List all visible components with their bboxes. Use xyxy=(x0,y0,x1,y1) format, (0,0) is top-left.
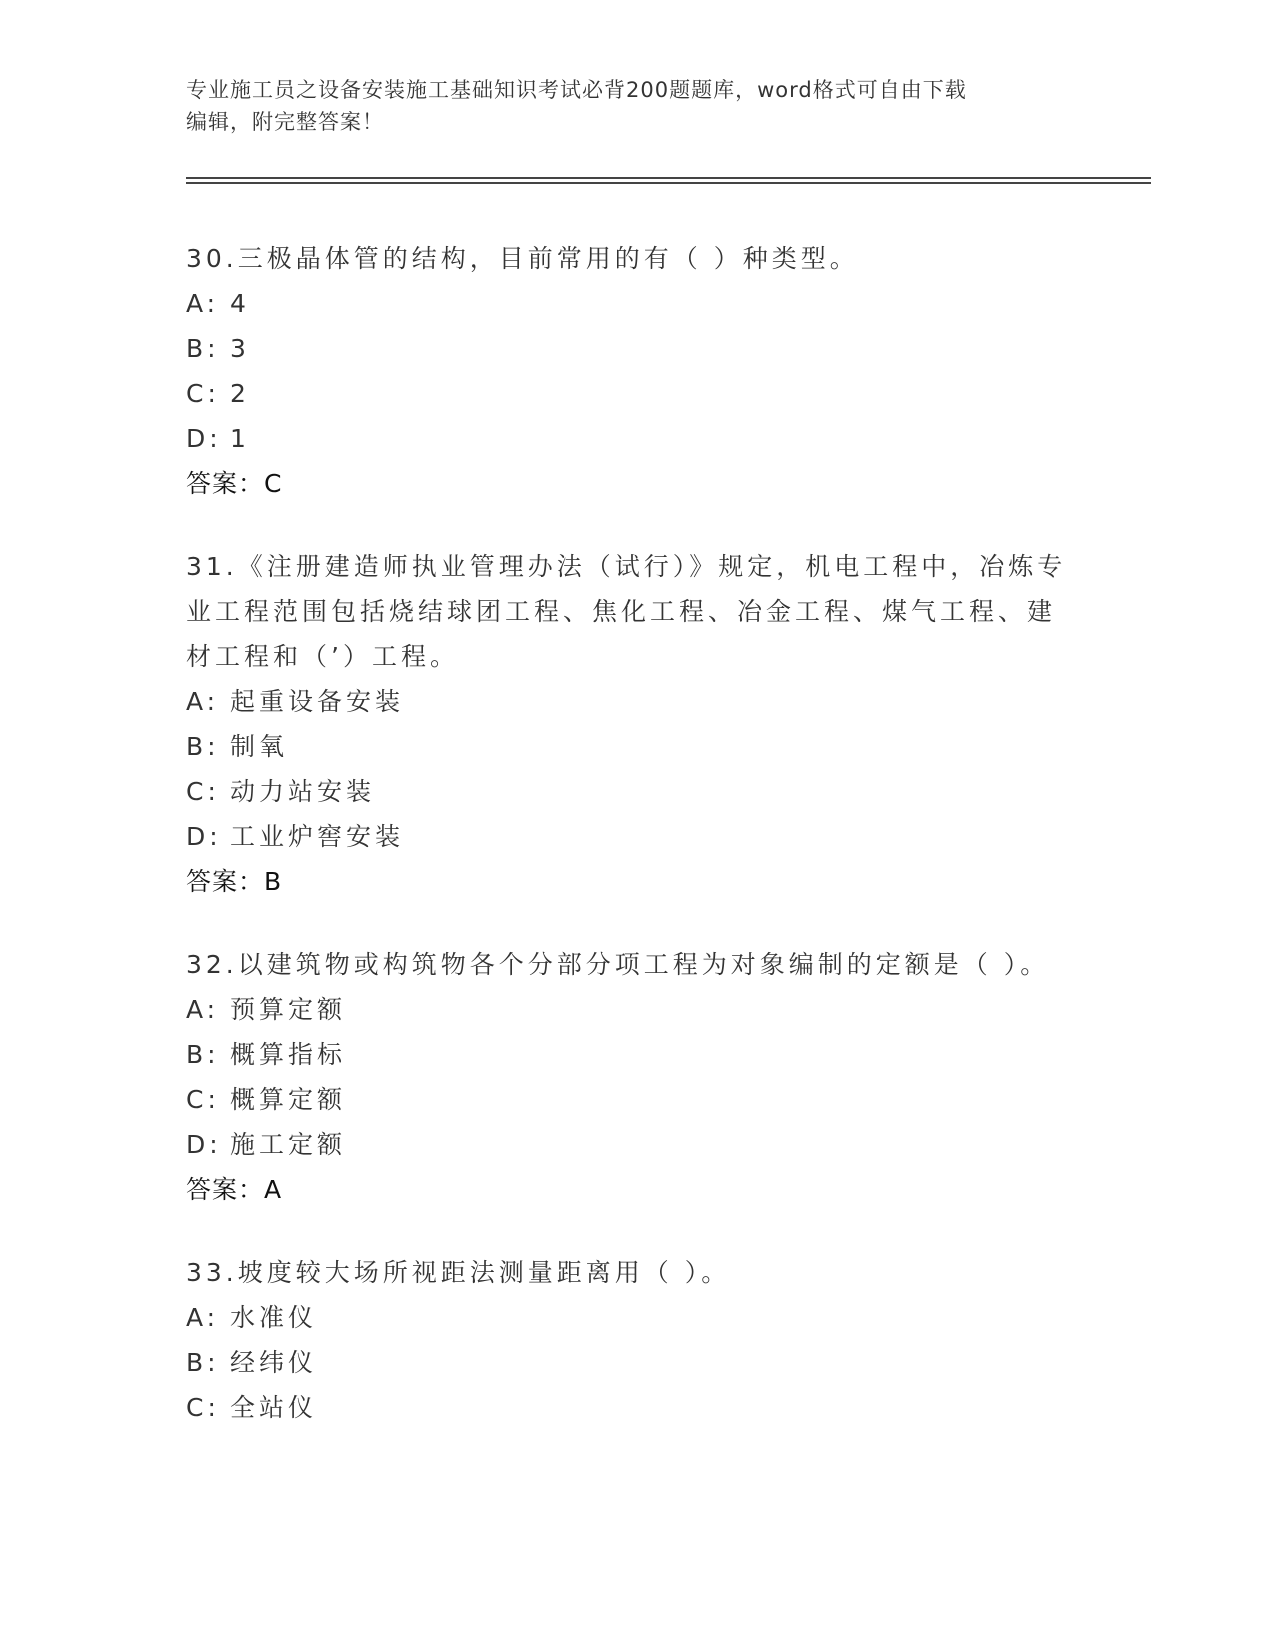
option-letter: D: xyxy=(186,424,222,453)
option-letter: A: xyxy=(186,1303,220,1332)
option-letter: B: xyxy=(186,732,220,761)
question-32 xyxy=(186,942,1086,1212)
option-d xyxy=(186,416,1086,461)
question-list xyxy=(186,236,1086,1468)
option-a xyxy=(186,281,1086,326)
answer-line: 答案：A xyxy=(186,1175,283,1204)
option-text: 施工定额 xyxy=(230,1130,347,1159)
option-text: 动力站安装 xyxy=(230,777,376,806)
option-text: 预算定额 xyxy=(230,995,347,1024)
option-letter: A: xyxy=(186,687,220,716)
question-stem: 32.以建筑物或构筑物各个分部分项工程为对象编制的定额是（ ）。 xyxy=(186,950,1050,979)
option-letter: D: xyxy=(186,822,222,851)
header-line-1: 专业施工员之设备安装施工基础知识考试必背200题题库，word格式可自由下载 xyxy=(186,78,967,102)
header-divider-bottom xyxy=(186,182,1151,184)
option-d xyxy=(186,814,1086,859)
option-letter: B: xyxy=(186,1348,220,1377)
option-c xyxy=(186,769,1086,814)
option-b xyxy=(186,1340,1086,1385)
option-a xyxy=(186,679,1086,724)
option-letter: B: xyxy=(186,334,220,363)
option-b xyxy=(186,1032,1086,1077)
option-text: 概算指标 xyxy=(230,1040,347,1069)
header-line-2: 编辑，附完整答案！ xyxy=(186,110,384,134)
answer-line: 答案：C xyxy=(186,469,283,498)
option-b xyxy=(186,326,1086,371)
option-c xyxy=(186,371,1086,416)
question-stem: 33.坡度较大场所视距法测量距离用（ ）。 xyxy=(186,1258,731,1287)
header-divider-top xyxy=(186,177,1151,179)
option-b xyxy=(186,724,1086,769)
question-stem-line-3: 材工程和（’）工程。 xyxy=(186,642,459,671)
document-header xyxy=(186,74,1086,138)
question-31 xyxy=(186,544,1086,904)
option-letter: C: xyxy=(186,1393,220,1422)
answer-line: 答案：B xyxy=(186,867,283,896)
option-text: 制氧 xyxy=(230,732,289,761)
option-text: 2 xyxy=(230,379,250,408)
question-33 xyxy=(186,1250,1086,1430)
question-stem: 30.三极晶体管的结构，目前常用的有（ ）种类型。 xyxy=(186,244,859,273)
option-c xyxy=(186,1385,1086,1430)
option-a xyxy=(186,987,1086,1032)
question-stem-line-1: 31.《注册建造师执业管理办法（试行）》规定，机电工程中，冶炼专 xyxy=(186,552,1067,581)
question-stem-line-2: 业工程范围包括烧结球团工程、焦化工程、冶金工程、煤气工程、建 xyxy=(186,597,1057,626)
option-c xyxy=(186,1077,1086,1122)
option-text: 1 xyxy=(230,424,250,453)
question-30 xyxy=(186,236,1086,506)
option-text: 概算定额 xyxy=(230,1085,347,1114)
option-letter: D: xyxy=(186,1130,222,1159)
option-text: 工业炉窖安装 xyxy=(230,822,405,851)
option-d xyxy=(186,1122,1086,1167)
option-text: 4 xyxy=(230,289,250,318)
option-text: 水准仪 xyxy=(230,1303,318,1332)
option-letter: A: xyxy=(186,289,220,318)
option-text: 全站仪 xyxy=(230,1393,318,1422)
option-letter: A: xyxy=(186,995,220,1024)
option-text: 3 xyxy=(230,334,250,363)
option-text: 经纬仪 xyxy=(230,1348,318,1377)
option-letter: C: xyxy=(186,1085,220,1114)
option-letter: C: xyxy=(186,777,220,806)
option-text: 起重设备安装 xyxy=(230,687,405,716)
option-a xyxy=(186,1295,1086,1340)
option-letter: B: xyxy=(186,1040,220,1069)
option-letter: C: xyxy=(186,379,220,408)
